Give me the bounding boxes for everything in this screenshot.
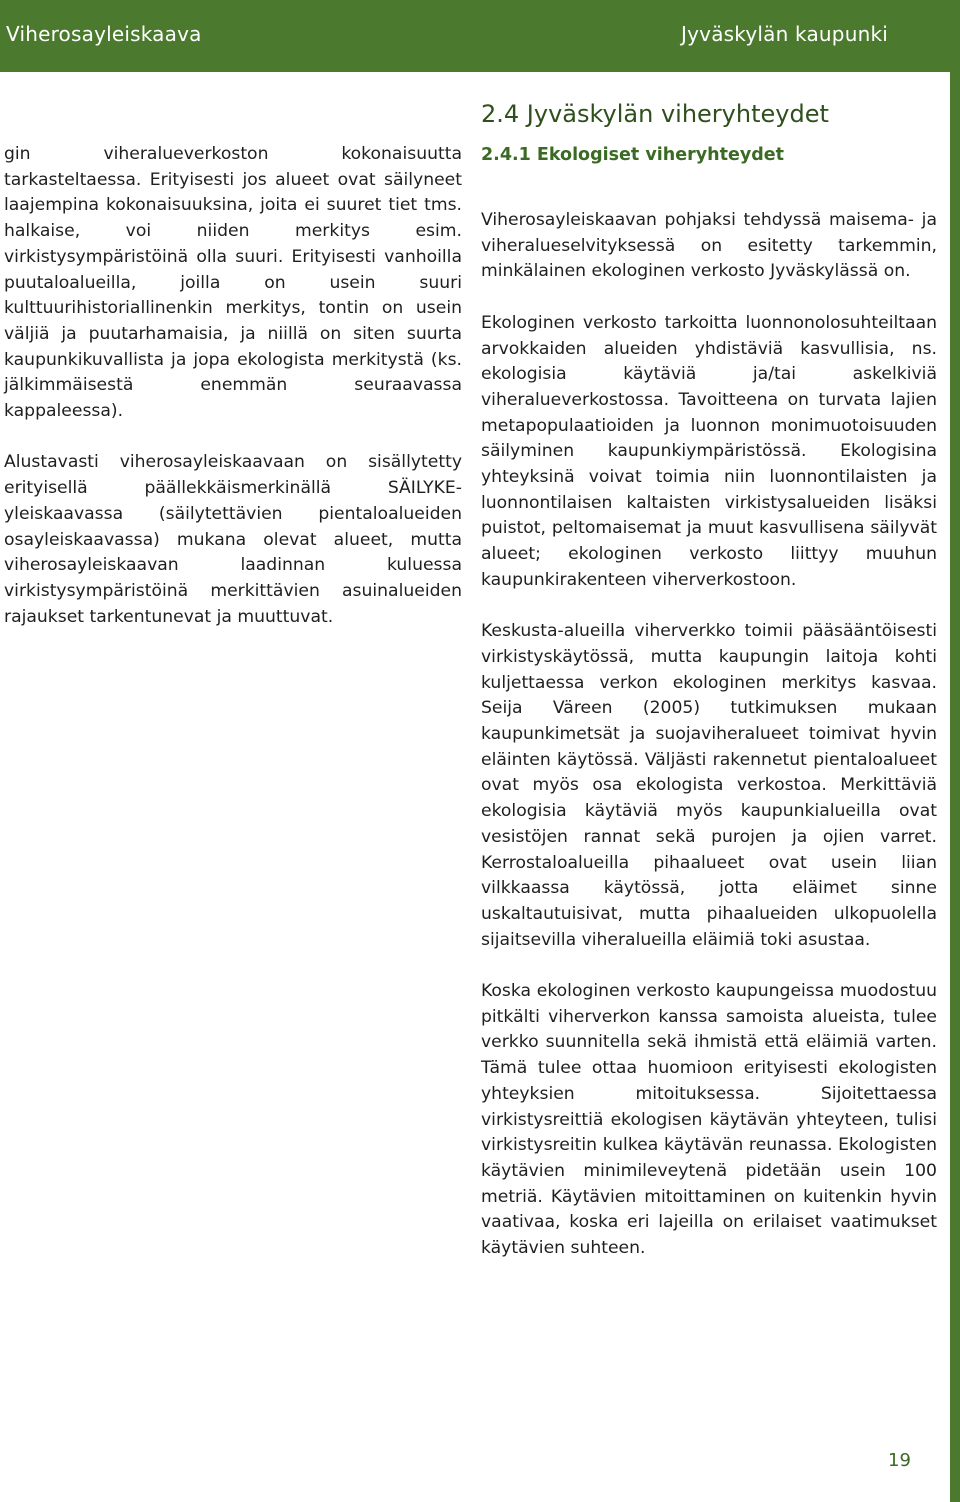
side-rule <box>950 0 960 1502</box>
body-paragraph: Ekologinen verkosto tarkoitta luonnonolosuhteiltaan arvokkaiden alueiden yhdistäviä kasvullisia, ns. ekologisia käytäviä ja/tai askelkiviä viheralueverkostossa. Tavoitteena on turvata lajien metapopulaatioiden ja luonnon monimuotoisuuden säilyminen kaupunkiympäristössä. Ekologisina yhteyksinä voivat toimia niin luonnontilaisten ja luonnontilaisen kaltaisten virkistysalueiden lisäksi puistot, peltomaisemat ja muut kasvullisena säilyvät alueet; ekologinen verkosto liittyy muuhun kaupunkirakenteen viherverkostoon. <box>481 312 937 590</box>
document-title: Viherosayleiskaava <box>6 22 202 46</box>
right-column <box>481 208 937 1262</box>
page-number: 19 <box>888 1450 911 1471</box>
body-paragraph: Viherosayleiskaavan pohjaksi tehdyssä maisema- ja viheralueselvityksessä on esitetty tarkemmin, minkälainen ekologinen verkosto Jyväskylässä on. <box>481 210 937 282</box>
body-paragraph: Alustavasti viherosayleiskaavaan on sisällytetty erityisellä päällekkäismerkinällä SÄILYKE-yleiskaavassa (säilytettävien pientaloalueiden osayleiskaavassa) mukana olevat alueet, mutta viherosayleiskaavan laadinnan kuluessa virkistysympäristöinä merkittävien asuinalueiden rajaukset tarkentunevat ja muuttuvat. <box>4 452 462 627</box>
body-paragraph: Keskusta-alueilla viherverkko toimii pääsääntöisesti virkistyskäytössä, mutta kaupungin laitoja kohti kuljettaessa verkon ekologinen merkitys kasvaa. Seija Väreen (2005) tutkimuksen mukaan kaupunkimetsät ja suojaviheralueet toimivat hyvin eläinten käytössä. Väljästi rakennetut pientaloalueet ovat myös osa ekologista verkostoa. Merkittäviä ekologisia käytäviä myös kaupunkialueilla ovat vesistöjen rannat sekä purojen ja ojien varret. Kerrostaloalueilla pihaalueet ovat usein liian vilkkaassa käytössä, jotta eläimet sinne uskaltautuisivat, mutta pihaalueiden ulkopuolella sijaitsevilla viheralueilla eläimiä toki asustaa. <box>481 621 937 950</box>
section-heading: 2.4 Jyväskylän viheryhteydet <box>481 100 829 128</box>
body-paragraph: Koska ekologinen verkosto kaupungeissa muodostuu pitkälti viherverkon kanssa samoista alueista, tulee verkko suunnitella sekä ihmistä että eläimiä varten. Tämä tulee ottaa huomioon erityisesti ekologisten yhteyksien mitoituksessa. Sijoitettaessa virkistysreittiä ekologisen käytävän yhteyteen, tulisi virkistysreitin kulkea käytävän reunassa. Ekologisten käytävien minimileveytenä pidetään usein 100 metriä. Käytävien mitoittaminen on kuitenkin hyvin vaativaa, koska eri lajeilla on erilaiset vaatimukset käytävien suhteen. <box>481 981 937 1259</box>
header-bar <box>0 0 950 72</box>
left-column <box>4 142 462 630</box>
sub-heading: 2.4.1 Ekologiset viheryhteydet <box>481 145 784 165</box>
body-paragraph: gin viheralueverkoston kokonaisuutta tarkasteltaessa. Erityisesti jos alueet ovat säilyneet laajempina kokonaisuuksina, joita ei suuret tiet tms. halkaise, voi niiden merkitys esim. virkistysympäristöinä olla suuri. Erityisesti vanhoilla puutaloalueilla, joilla on usein suuri kulttuurihistoriallinenkin merkitys, tontin on usein väljiä ja puutarhamaisia, ja niillä on siten suurta kaupunkikuvallista ja jopa ekologista merkitystä (ks. jälkimmäisestä enemmän seuraavassa kappaleessa). <box>4 144 462 422</box>
organization-name: Jyväskylän kaupunki <box>681 22 888 46</box>
